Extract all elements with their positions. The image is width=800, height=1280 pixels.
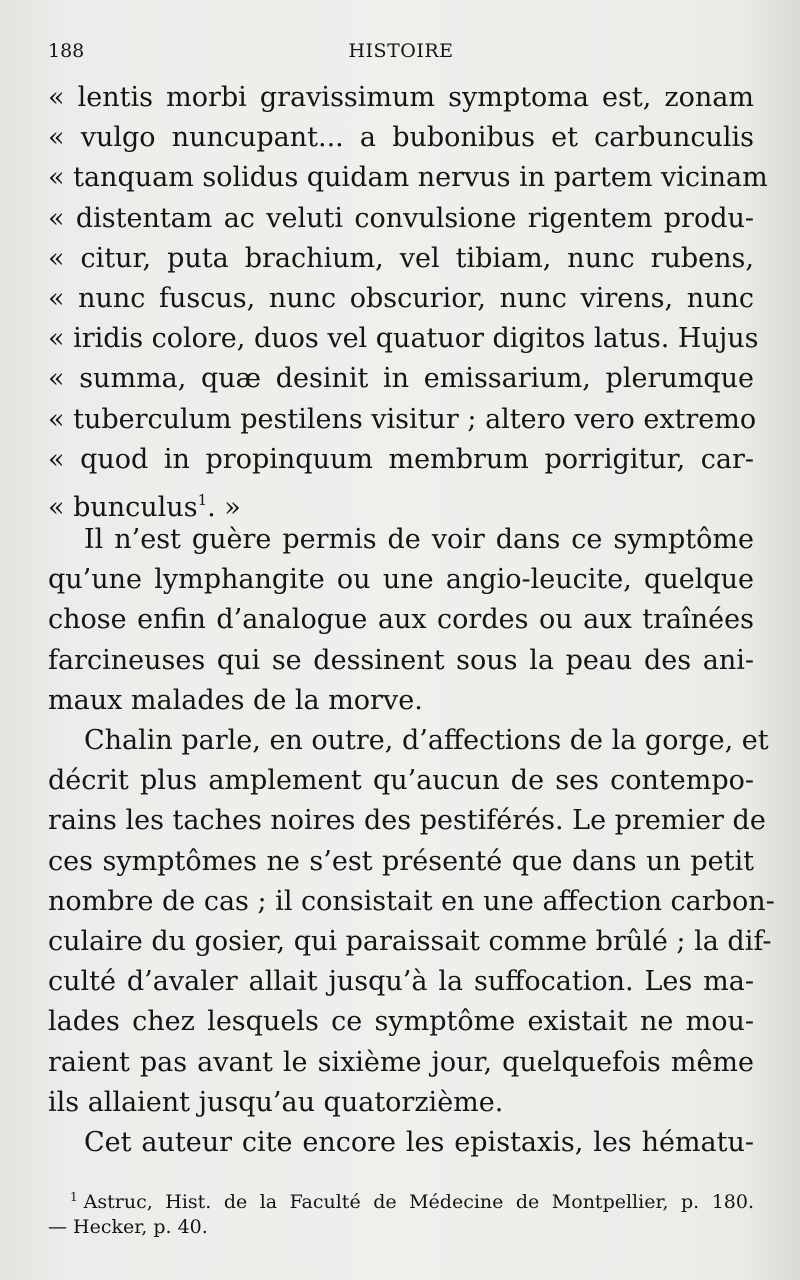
quote-line: « nunc fuscus, nunc obscurior, nunc virens, nunc: [48, 282, 754, 314]
paragraph-line: farcineuses qui se dessinent sous la peau des ani-: [48, 644, 754, 676]
paragraph-line: Il n’est guère permis de voir dans ce symptôme: [84, 524, 754, 556]
paragraph-line: lades chez lesquels ce symptôme existait ne mou-: [48, 1006, 754, 1038]
paragraph-line: raient pas avant le sixième jour, quelquefois même: [48, 1046, 754, 1078]
paragraph-line: Cet auteur cite encore les epistaxis, les hématu-: [84, 1126, 754, 1158]
body-text: [48, 78, 775, 1163]
paragraph-line: chose enfin d’analogue aux cordes ou aux traînées: [48, 604, 754, 636]
quote-line: « lentis morbi gravissimum symptoma est, zonam: [48, 82, 754, 113]
page-number: 188: [48, 40, 85, 62]
page-header: [48, 40, 754, 68]
paragraph-line: qu’une lymphangite ou une angio-leucite, quelque: [48, 564, 754, 596]
quote-last-line: [48, 480, 754, 523]
running-title: HISTOIRE: [348, 40, 454, 62]
footnote-text: Astruc, Hist. de la Faculté de Médecine de Montpellier, p. 180.: [83, 1191, 754, 1213]
paragraph-line: culaire du gosier, qui paraissait comme brûlé ; la dif-: [48, 925, 772, 957]
footnote-line: — Hecker, p. 40.: [48, 1216, 208, 1238]
paragraph-2: [48, 721, 775, 1123]
paragraph-line: ils allaient jusqu’au quatorzième.: [48, 1086, 504, 1118]
quote-line: « vulgo nuncupant... a bubonibus et carbunculis: [48, 122, 754, 154]
footnotes: [48, 1182, 754, 1242]
quote-line: « tuberculum pestilens visitur ; altero vero extremo: [48, 403, 757, 435]
paragraph-line: décrit plus amplement qu’aucun de ses contempo-: [48, 765, 754, 797]
paragraph-line: nombre de cas ; il consistait en une affection carbon-: [48, 885, 775, 917]
quote-line: « iridis colore, duos vel quatuor digitos latus. Hujus: [48, 323, 759, 355]
paragraph-line: culté d’avaler allait jusqu’à la suffocation. Les ma-: [48, 966, 754, 998]
paragraph-line: ces symptômes ne s’est présenté que dans un petit: [48, 845, 754, 877]
footnote-line: [48, 1182, 754, 1212]
paragraph-1: [48, 520, 754, 721]
quote-line: « quod in propinquum membrum porrigitur, car-: [48, 443, 754, 475]
latin-quotation: [48, 78, 768, 523]
quote-line: « summa, quæ desinit in emissarium, plerumque: [48, 363, 754, 395]
quote-line: « citur, puta brachium, vel tibiam, nunc rubens,: [48, 242, 754, 274]
quote-closing: . »: [207, 491, 241, 523]
quote-last-text: « bunculus: [48, 491, 198, 523]
paragraph-line: maux malades de la morve.: [48, 684, 423, 716]
quote-line: « distentam ac veluti convulsione rigentem produ-: [48, 202, 754, 234]
footnote-reference: 1: [197, 490, 208, 509]
paragraph-line: Chalin parle, en outre, d’affections de la gorge, et: [84, 725, 769, 756]
paragraph-3: [48, 1123, 754, 1163]
paragraph-line: rains les taches noires des pestiférés. Le premier de: [48, 805, 766, 837]
quote-line: « tanquam solidus quidam nervus in partem vicinam: [48, 162, 768, 194]
footnote-marker: 1: [70, 1190, 78, 1204]
